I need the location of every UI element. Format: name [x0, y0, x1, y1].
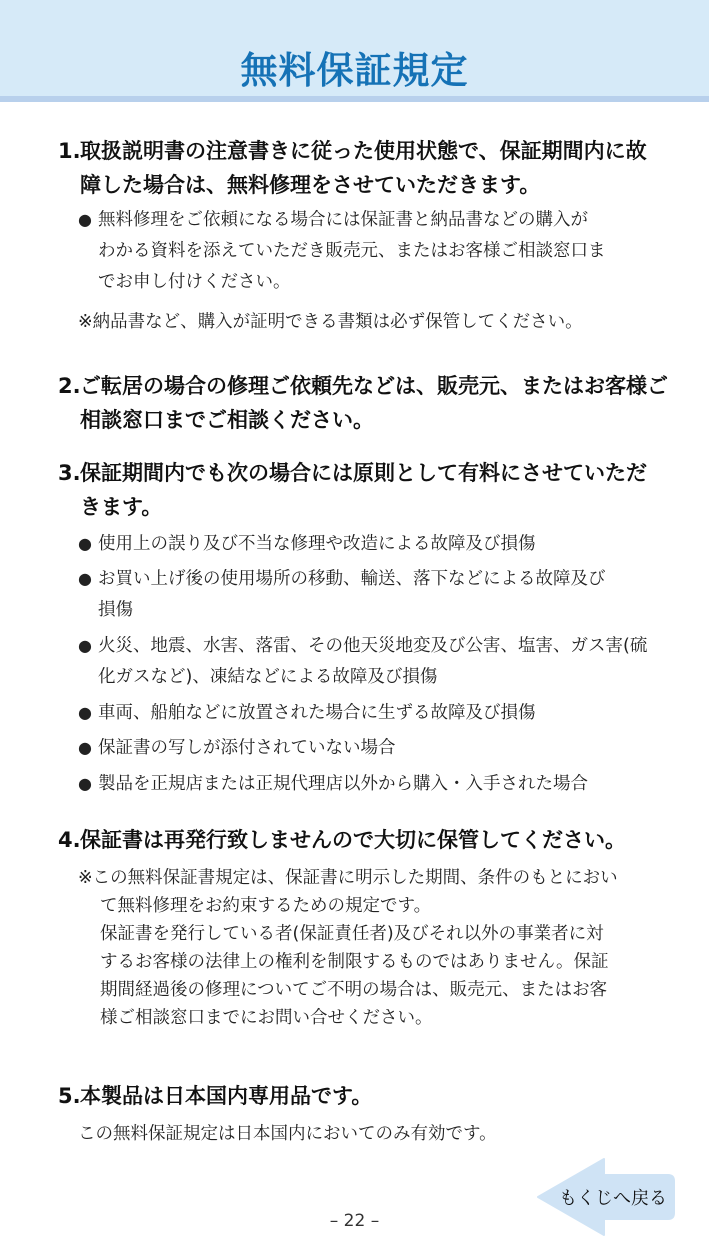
section-number: 5.	[58, 1084, 81, 1108]
section-4-note	[78, 864, 663, 1032]
bullet-text-line: 保証書の写しが添付されていない場合	[98, 738, 396, 758]
section-3-bullet	[78, 697, 663, 729]
section-3-heading	[58, 456, 668, 524]
page-header	[0, 0, 709, 102]
section-4-heading	[58, 823, 668, 857]
section-text-line: ご転居の場合の修理ご依頼先などは、販売元、またはお客様ご	[80, 374, 668, 398]
section-text-line: 取扱説明書の注意書きに従った使用状態で、保証期間内に故	[80, 139, 647, 163]
note-text-line: 期間経過後の修理についてご不明の場合は、販売元、またはお客	[100, 980, 608, 1000]
bullet-text-line: 火災、地震、水害、落雷、その他天災地変及び公害、塩害、ガス害(硫	[98, 636, 648, 656]
bullet-icon: ●	[78, 636, 92, 655]
section-2-heading	[58, 369, 668, 437]
section-number: 3.	[58, 461, 81, 485]
bullet-text-line: お買い上げ後の使用場所の移動、輸送、落下などによる故障及び	[98, 569, 606, 589]
note-text-line: 保証書を発行している者(保証責任者)及びそれ以外の事業者に対	[100, 924, 604, 944]
note-text-line: て無料修理をお約束するための規定です。	[100, 896, 432, 916]
section-text-line: 相談窓口までご相談ください。	[80, 408, 374, 432]
back-button-label: もくじへ戻る	[559, 1188, 667, 1209]
section-1-note: ※納品書など、購入が証明できる書類は必ず保管してください。	[78, 312, 583, 332]
page-number: – 22 –	[329, 1211, 380, 1231]
bullet-icon: ●	[78, 774, 92, 793]
bullet-icon: ●	[78, 534, 92, 553]
section-text-line: 保証書は再発行致しませんので大切に保管してください。	[80, 828, 626, 852]
bullet-text-line: 使用上の誤り及び不当な修理や改造による故障及び損傷	[98, 534, 536, 554]
section-3-bullet	[78, 630, 663, 693]
bullet-text-line: 製品を正規店または正規代理店以外から購入・入手された場合	[98, 774, 588, 794]
bullet-text-line: でお申し付けください。	[98, 272, 291, 292]
note-text-line: するお客様の法律上の権利を制限するものではありません。保証	[100, 952, 609, 972]
section-3-bullet	[78, 563, 663, 626]
note-text-line: 様ご相談窓口までにお問い合せください。	[100, 1008, 433, 1028]
section-text-line: 本製品は日本国内専用品です。	[80, 1084, 373, 1108]
section-5-text: この無料保証規定は日本国内においてのみ有効です。	[78, 1124, 497, 1144]
section-number: 4.	[58, 828, 81, 852]
section-text-line: きます。	[80, 495, 163, 519]
bullet-text-line: 化ガスなど)、凍結などによる故障及び損傷	[98, 667, 438, 687]
bullet-icon: ●	[78, 569, 92, 588]
page-title: 無料保証規定	[240, 49, 469, 92]
section-1-bullet	[78, 204, 663, 298]
section-3-bullet	[78, 528, 663, 560]
section-5-heading	[58, 1079, 668, 1113]
section-text-line: 保証期間内でも次の場合には原則として有料にさせていただ	[80, 461, 647, 485]
bullet-icon: ●	[78, 738, 92, 757]
bullet-icon: ●	[78, 703, 92, 722]
section-text-line: 障した場合は、無料修理をさせていただきます。	[80, 173, 541, 197]
bullet-text-line: 無料修理をご依頼になる場合には保証書と納品書などの購入が	[98, 210, 588, 230]
section-3-bullet	[78, 732, 663, 764]
section-1-heading	[58, 134, 668, 202]
bullet-text-line: 損傷	[98, 600, 133, 620]
bullet-icon: ●	[78, 210, 92, 229]
bullet-text-line: わかる資料を添えていただき販売元、またはお客様ご相談窓口ま	[98, 241, 606, 261]
section-3-bullet	[78, 768, 663, 800]
section-number: 2.	[58, 374, 81, 398]
bullet-text-line: 車両、船舶などに放置された場合に生ずる故障及び損傷	[98, 703, 536, 723]
note-text-line: ※この無料保証書規定は、保証書に明示した期間、条件のもとにおい	[78, 868, 618, 888]
section-number: 1.	[58, 139, 81, 163]
